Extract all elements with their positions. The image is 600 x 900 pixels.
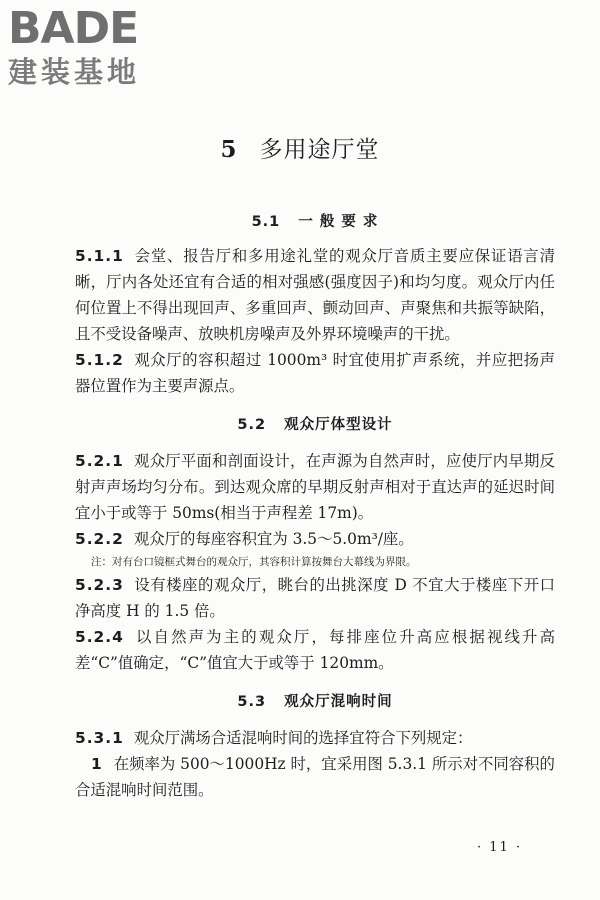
clause <box>75 572 555 624</box>
clause-number: 5.2.3 <box>75 576 124 594</box>
logo-wordmark: BADE <box>8 3 139 54</box>
clause-text: 观众厅的容积超过 1000m³ 时宜使用扩声系统，并应把扬声器位置作为主要声源点。 <box>75 351 555 395</box>
list-item <box>75 751 555 803</box>
section-title: 一 般 要 求 <box>298 214 379 230</box>
clause-number: 5.3.1 <box>75 729 124 747</box>
section-number: 5.1 <box>251 214 281 230</box>
logo-chinese-name: 建装基地 <box>8 55 141 89</box>
clause <box>75 624 555 676</box>
clause <box>75 347 555 399</box>
clause-text: 以自然声为主的观众厅，每排座位升高应根据视线升高差“C”值确定，“C”值宜大于或等于 120mm。 <box>75 628 555 672</box>
item-number: 1 <box>91 755 102 773</box>
section-heading <box>75 413 555 434</box>
section-heading <box>75 690 555 711</box>
clause-number: 5.1.1 <box>75 247 124 265</box>
clause-text: 会堂、报告厅和多用途礼堂的观众厅音质主要应保证语言清晰，厅内各处还宜有合适的相对强感(强度因子)和均匀度。观众厅内任何位置上不得出现回声、多重回声、颤动回声、声聚焦和共振等缺陷，且不受设备噪声、放映机房噪声及外界环境噪声的干扰。 <box>75 247 555 343</box>
clause-text: 观众厅平面和剖面设计，在声源为自然声时，应使厅内早期反射声声场均匀分布。到达观众席的早期反射声相对于直达声的延迟时间宜小于或等于 50ms(相当于声程差 17m)。 <box>75 452 555 522</box>
section-number: 5.2 <box>237 417 267 433</box>
section-number: 5.3 <box>237 694 267 710</box>
clause-number: 5.2.1 <box>75 452 124 470</box>
clause <box>75 243 555 347</box>
clause <box>75 725 555 751</box>
chapter-title: 多用途厅堂 <box>259 137 380 163</box>
clause-text: 观众厅的每座容积宜为 3.5～5.0m³/座。 <box>133 530 414 548</box>
clause-number: 5.1.2 <box>75 351 124 369</box>
clause-number: 5.2.2 <box>75 530 124 548</box>
clause <box>75 526 555 552</box>
chapter-number: 5 <box>220 136 238 163</box>
item-text: 在频率为 500～1000Hz 时，宜采用图 5.3.1 所示对不同容积的合适混响时间范围。 <box>75 755 555 799</box>
section-heading <box>75 210 555 231</box>
document-body <box>75 208 555 803</box>
bade-logo <box>8 3 178 90</box>
clause-number: 5.2.4 <box>75 628 124 646</box>
section-title: 观众厅混响时间 <box>284 694 393 710</box>
chapter-heading <box>0 131 600 164</box>
section-title: 观众厅体型设计 <box>284 417 393 433</box>
clause-text: 设有楼座的观众厅，眺台的出挑深度 D 不宜大于楼座下开口净高度 H 的 1.5 倍。 <box>75 576 555 620</box>
clause-text: 观众厅满场合适混响时间的选择宜符合下列规定： <box>133 729 473 747</box>
clause <box>75 448 555 526</box>
page-number: · 11 · <box>477 840 523 855</box>
clause-note: 注：对有台口镜框式舞台的观众厅，其容积计算按舞台大幕线为界限。 <box>91 556 417 568</box>
